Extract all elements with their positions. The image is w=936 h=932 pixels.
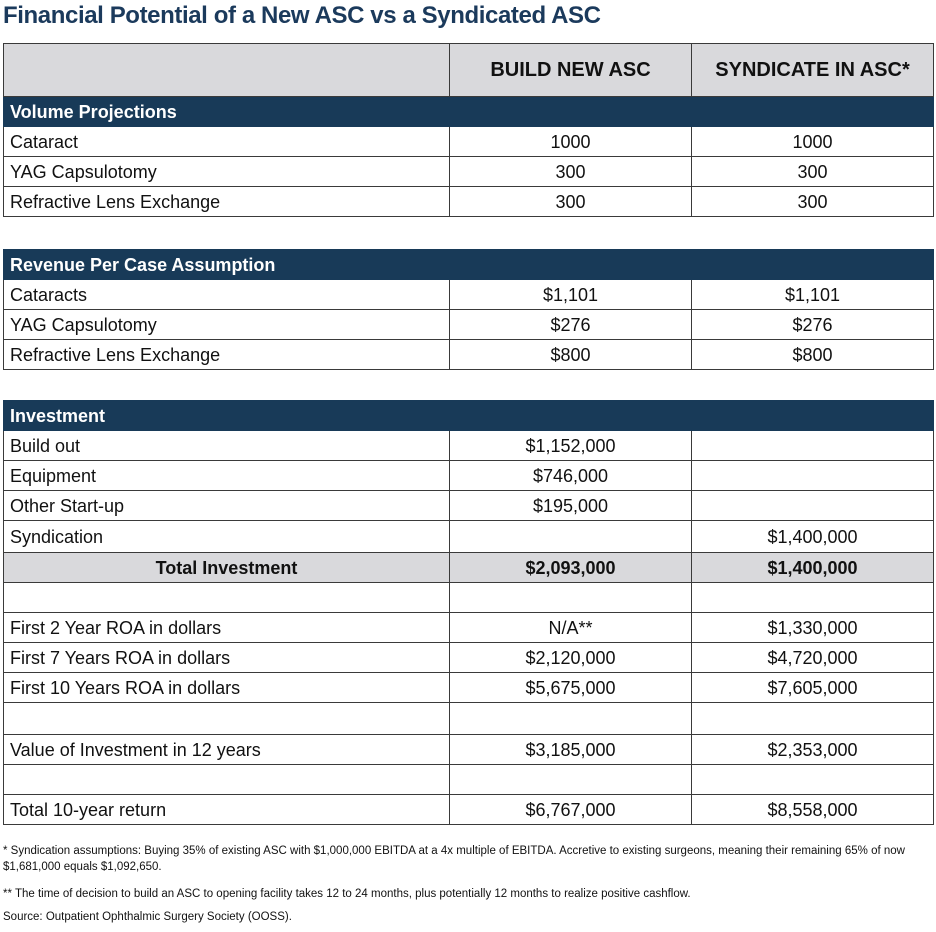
syndicate-value: $1,330,000 xyxy=(692,613,934,643)
row-label: Value of Investment in 12 years xyxy=(4,735,450,765)
table-row xyxy=(4,643,934,673)
syndicate-value xyxy=(692,431,934,461)
syndicate-value: $1,400,000 xyxy=(692,521,934,553)
row-label: First 10 Years ROA in dollars xyxy=(4,673,450,703)
row-label: Refractive Lens Exchange xyxy=(4,340,450,370)
syndicate-value: 1000 xyxy=(692,127,934,157)
revenue-heading: Revenue Per Case Assumption xyxy=(4,250,934,280)
row-label: Cataracts xyxy=(4,280,450,310)
row-label: Cataract xyxy=(4,127,450,157)
table-row xyxy=(4,795,934,825)
section-header-row xyxy=(4,401,934,431)
syndicate-value xyxy=(692,491,934,521)
build-value: $1,152,000 xyxy=(450,431,692,461)
total-label: Total Investment xyxy=(4,553,450,583)
syndicate-value: $8,558,000 xyxy=(692,795,934,825)
build-value: $2,120,000 xyxy=(450,643,692,673)
spacer-row xyxy=(4,765,934,795)
syndicate-value: $800 xyxy=(692,340,934,370)
footnote-timing: ** The time of decision to build an ASC to opening facility takes 12 to 24 months, plus potentially 12 months to realize positive cashflow. xyxy=(3,888,691,900)
table-row xyxy=(4,461,934,491)
revenue-table xyxy=(3,249,934,370)
row-label: Total 10-year return xyxy=(4,795,450,825)
build-value: $3,185,000 xyxy=(450,735,692,765)
table-row xyxy=(4,491,934,521)
table-row xyxy=(4,431,934,461)
syndicate-value: $1,101 xyxy=(692,280,934,310)
volume-table xyxy=(3,43,934,217)
source-note: Source: Outpatient Ophthalmic Surgery Society (OOSS). xyxy=(3,911,292,923)
row-label: YAG Capsulotomy xyxy=(4,310,450,340)
build-total: $2,093,000 xyxy=(450,553,692,583)
table-row xyxy=(4,127,934,157)
syndicate-value: $276 xyxy=(692,310,934,340)
build-value: $276 xyxy=(450,310,692,340)
build-value: $5,675,000 xyxy=(450,673,692,703)
spacer-row xyxy=(4,703,934,735)
build-value: $746,000 xyxy=(450,461,692,491)
investment-heading: Investment xyxy=(4,401,934,431)
syndicate-asc-header: SYNDICATE IN ASC* xyxy=(692,44,934,97)
syndicate-value: 300 xyxy=(692,187,934,217)
build-value: 300 xyxy=(450,157,692,187)
section-header-row xyxy=(4,250,934,280)
build-value: $1,101 xyxy=(450,280,692,310)
spacer-row xyxy=(4,583,934,613)
row-label: Refractive Lens Exchange xyxy=(4,187,450,217)
table-row xyxy=(4,735,934,765)
row-label: First 2 Year ROA in dollars xyxy=(4,613,450,643)
investment-table xyxy=(3,400,934,825)
build-value: 1000 xyxy=(450,127,692,157)
row-label: Other Start-up xyxy=(4,491,450,521)
blank-header-cell xyxy=(4,44,450,97)
row-label: First 7 Years ROA in dollars xyxy=(4,643,450,673)
table-row xyxy=(4,157,934,187)
table-row xyxy=(4,340,934,370)
volume-heading: Volume Projections xyxy=(4,97,934,127)
row-label: Syndication xyxy=(4,521,450,553)
build-value: $6,767,000 xyxy=(450,795,692,825)
build-value xyxy=(450,521,692,553)
build-value: 300 xyxy=(450,187,692,217)
syndicate-value: $2,353,000 xyxy=(692,735,934,765)
footnote-syndication: * Syndication assumptions: Buying 35% of existing ASC with $1,000,000 EBITDA at a 4x multiple of EBITDA. Accretive to existing surgeons, meaning their remaining 65% of now $1,681,000 equals $1,092,650. xyxy=(3,845,905,873)
row-label: Equipment xyxy=(4,461,450,491)
syndicate-total: $1,400,000 xyxy=(692,553,934,583)
syndicate-value: $7,605,000 xyxy=(692,673,934,703)
table-row xyxy=(4,613,934,643)
row-label: Build out xyxy=(4,431,450,461)
table-row xyxy=(4,310,934,340)
total-investment-row xyxy=(4,553,934,583)
page-title: Financial Potential of a New ASC vs a Syndicated ASC xyxy=(3,2,601,29)
syndicate-value: 300 xyxy=(692,157,934,187)
build-value: $195,000 xyxy=(450,491,692,521)
table-row xyxy=(4,521,934,553)
table-row xyxy=(4,673,934,703)
column-header-row xyxy=(4,44,934,97)
build-value: $800 xyxy=(450,340,692,370)
syndicate-value: $4,720,000 xyxy=(692,643,934,673)
section-header-row xyxy=(4,97,934,127)
table-row xyxy=(4,187,934,217)
table-row xyxy=(4,280,934,310)
build-value: N/A** xyxy=(450,613,692,643)
build-new-asc-header: BUILD NEW ASC xyxy=(450,44,692,97)
syndicate-value xyxy=(692,461,934,491)
row-label: YAG Capsulotomy xyxy=(4,157,450,187)
